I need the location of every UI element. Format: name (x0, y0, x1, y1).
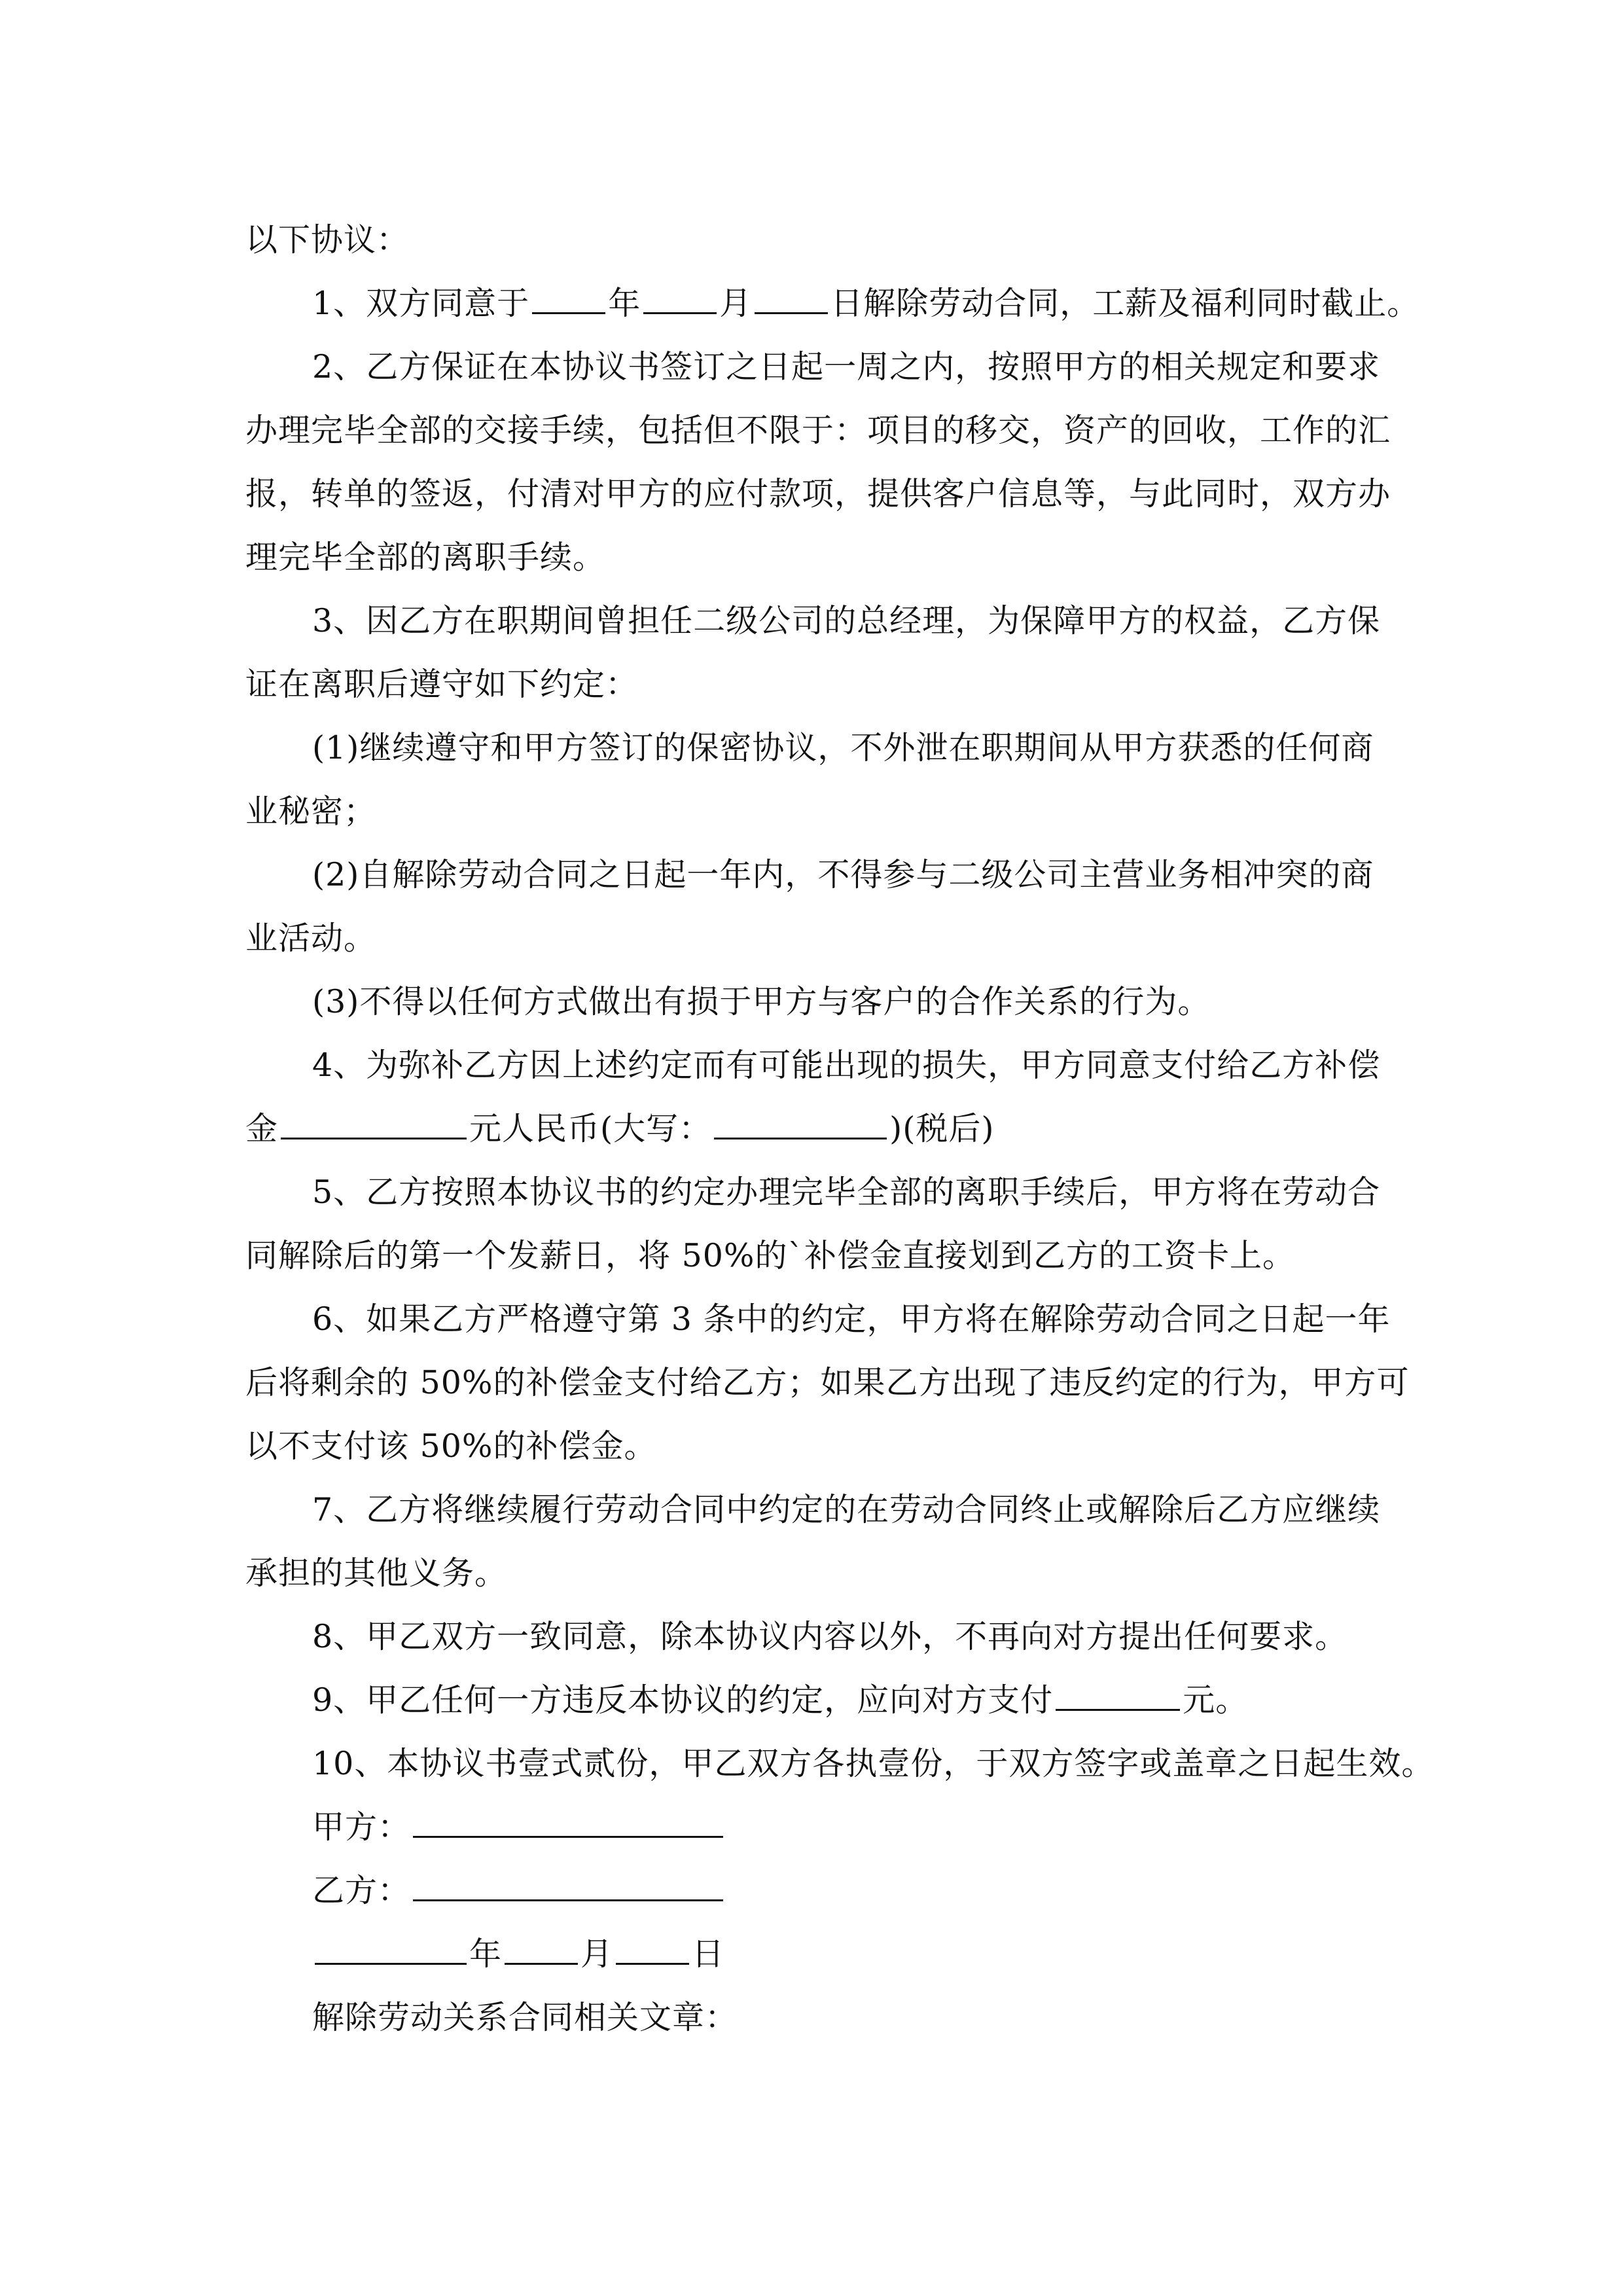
clause-5-line-1: 5、乙方按照本协议书的约定办理完毕全部的离职手续后，甲方将在劳动合 (312, 1174, 1381, 1211)
clause-2-line-2: 办理完毕全部的交接手续，包括但不限于：项目的移交，资产的回收，工作的汇 (245, 412, 1391, 449)
month-blank[interactable] (643, 278, 717, 314)
day-blank[interactable] (755, 278, 828, 314)
clause-9 (245, 1668, 1384, 1732)
clause-4-prefix: 金 (245, 1110, 279, 1147)
signature-month: 月 (580, 1935, 614, 1973)
party-b-line (245, 1859, 1384, 1922)
clause-8: 8、甲乙双方一致同意，除本协议内容以外，不再向对方提出任何要求。 (312, 1618, 1348, 1655)
signature-day-blank[interactable] (616, 1929, 689, 1965)
clause-6-line-3: 以不支付该 50%的补偿金。 (245, 1427, 657, 1465)
clause-2-line-1: 2、乙方保证在本协议书签订之日起一周之内，按照甲方的相关规定和要求 (312, 348, 1381, 386)
party-a-line (245, 1795, 1384, 1859)
clause-6-line-1: 6、如果乙方严格遵守第 3 条中的约定，甲方将在解除劳动合同之日起一年 (312, 1300, 1391, 1338)
clause-3-item-2-line-2: 业活动。 (245, 920, 377, 957)
clause-5-line-2: 同解除后的第一个发薪日，将 50%的`补偿金直接划到乙方的工资卡上。 (245, 1237, 1295, 1274)
clause-3-line-2: 证在离职后遵守如下约定： (245, 666, 639, 703)
clause-4-mid: 元人民币(大写： (469, 1110, 712, 1147)
signature-year: 年 (469, 1935, 503, 1973)
clause-10: 10、本协议书壹式贰份，甲乙双方各执壹份，于双方签字或盖章之日起生效。 (312, 1745, 1435, 1782)
signature-year-blank[interactable] (315, 1929, 467, 1965)
clause-9-suffix: 元。 (1183, 1681, 1249, 1719)
clause-3-item-3: (3)不得以任何方式做出有损于甲方与客户的合作关系的行为。 (312, 983, 1211, 1020)
clause-3-item-2-line-1: (2)自解除劳动合同之日起一年内，不得参与二级公司主营业务相冲突的商 (312, 856, 1374, 893)
year-blank[interactable] (532, 278, 605, 314)
amount-blank[interactable] (281, 1103, 467, 1139)
party-a-signature-blank[interactable] (413, 1802, 723, 1838)
signature-month-blank[interactable] (505, 1929, 578, 1965)
party-b-label: 乙方： (312, 1872, 411, 1909)
clause-6-line-2: 后将剩余的 50%的补偿金支付给乙方；如果乙方出现了违反约定的行为，甲方可 (245, 1364, 1410, 1401)
clause-1-year: 年 (608, 285, 641, 322)
amount-uppercase-blank[interactable] (714, 1103, 887, 1139)
clause-3-item-1-line-1: (1)继续遵守和甲方签订的保密协议，不外泄在职期间从甲方获悉的任何商 (312, 729, 1374, 766)
clause-1-prefix: 1、双方同意于 (312, 285, 530, 322)
clause-1 (245, 272, 1420, 335)
clause-7-line-1: 7、乙方将继续履行劳动合同中约定的在劳动合同终止或解除后乙方应继续 (312, 1491, 1381, 1528)
clause-2-line-4: 理完毕全部的离职手续。 (245, 539, 606, 576)
clause-3-line-1: 3、因乙方在职期间曾担任二级公司的总经理，为保障甲方的权益，乙方保 (312, 602, 1381, 639)
clause-7-line-2: 承担的其他义务。 (245, 1554, 508, 1592)
signature-day: 日 (692, 1935, 725, 1973)
signature-date-line (245, 1922, 1384, 1986)
clause-9-prefix: 9、甲乙任何一方违反本协议的约定，应向对方支付 (312, 1681, 1054, 1719)
party-b-signature-blank[interactable] (413, 1865, 723, 1901)
penalty-blank[interactable] (1056, 1675, 1180, 1711)
clause-3-item-1-line-2: 业秘密； (245, 793, 377, 830)
clause-4-suffix: )(税后) (889, 1110, 995, 1147)
clause-2-line-3: 报，转单的签返，付清对甲方的应付款项，提供客户信息等，与此同时，双方办 (245, 475, 1391, 512)
party-a-label: 甲方： (312, 1808, 411, 1846)
clause-4-line-2 (245, 1097, 1384, 1160)
related-articles-heading: 解除劳动关系合同相关文章： (312, 1999, 738, 2036)
clause-1-month: 月 (719, 285, 753, 322)
clause-4-line-1: 4、为弥补乙方因上述约定而有可能出现的损失，甲方同意支付给乙方补偿 (312, 1047, 1381, 1084)
agreement-body (245, 208, 1435, 2049)
intro-line: 以下协议： (245, 221, 410, 259)
clause-1-suffix: 日解除劳动合同，工薪及福利同时截止。 (830, 285, 1420, 322)
